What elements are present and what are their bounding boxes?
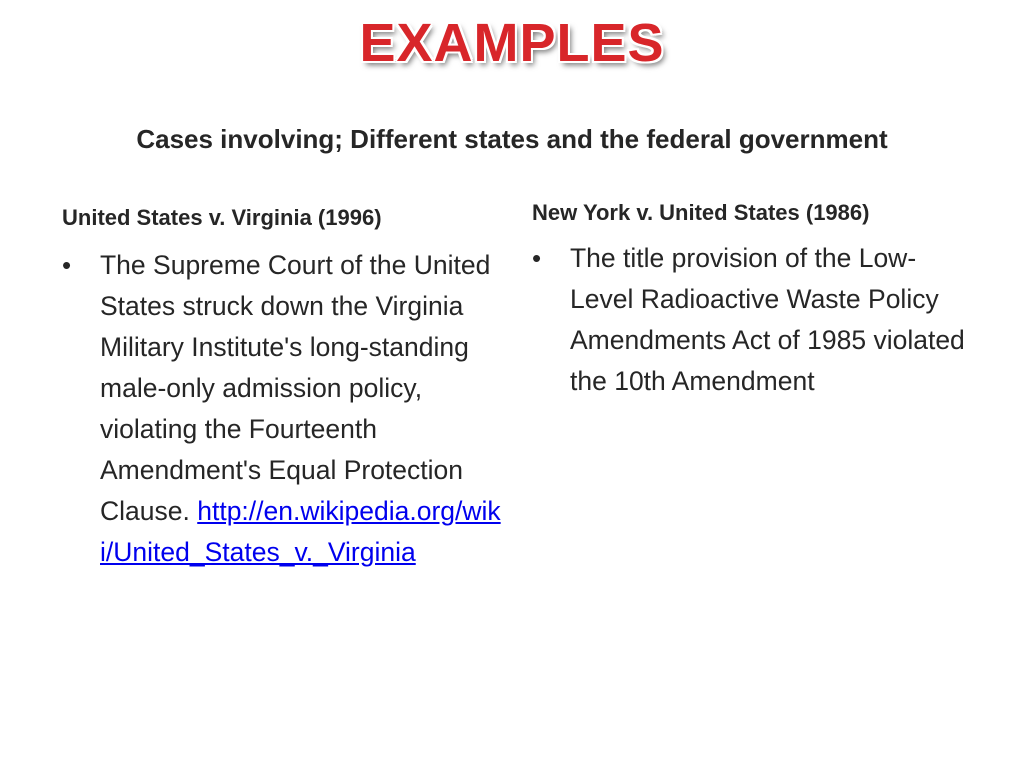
bullet-icon: • bbox=[532, 243, 542, 273]
slide-title: EXAMPLES bbox=[359, 13, 665, 73]
wikipedia-link[interactable]: http://en.wikipedia.org/wiki/United_States_v._Virginia bbox=[100, 496, 501, 567]
case-heading-right: New York v. United States (1986) bbox=[532, 200, 870, 225]
bullet-item-left bbox=[62, 245, 512, 573]
right-column bbox=[532, 200, 977, 402]
case-description-right: The title provision of the Low-Level Radioactive Waste Policy Amendments Act of 1985 violated the 10th Amendment bbox=[570, 243, 965, 396]
case-heading-left: United States v. Virginia (1996) bbox=[62, 205, 382, 230]
left-column bbox=[62, 205, 512, 573]
bullet-text-right bbox=[570, 238, 977, 402]
slide-subtitle: Cases involving; Different states and the federal government bbox=[136, 124, 888, 154]
bullet-text-left bbox=[100, 245, 512, 573]
bullet-icon: • bbox=[62, 250, 72, 280]
bullet-item-right bbox=[532, 238, 977, 402]
case-description-left: The Supreme Court of the United States struck down the Virginia Military Institute's long-standing male-only admission policy, violating the Fourteenth Amendment's Equal Protection Clause. bbox=[100, 250, 491, 526]
